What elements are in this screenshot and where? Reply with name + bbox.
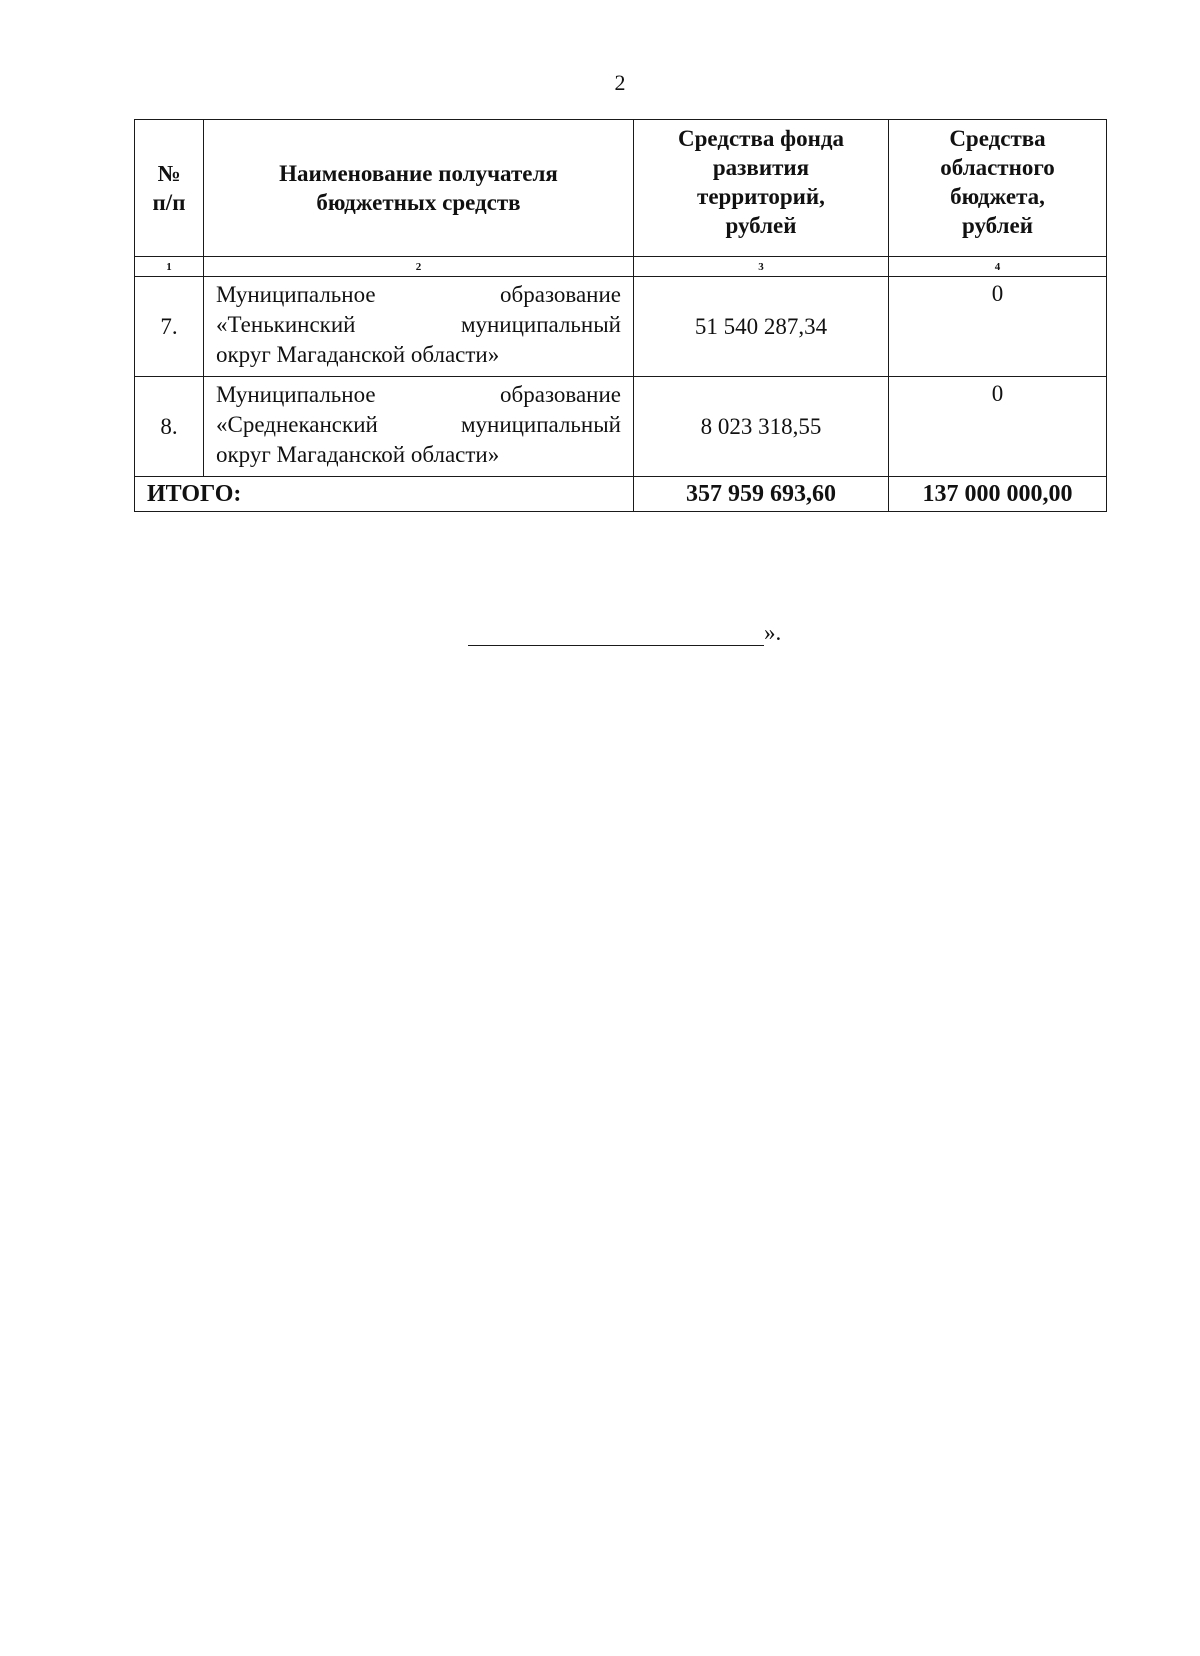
header-index: № п/п: [135, 120, 204, 257]
row-index: 7.: [135, 277, 204, 377]
row-regional-budget-amount: 0: [889, 377, 1107, 477]
row-regional-budget-amount: 0: [889, 277, 1107, 377]
table-row: [135, 277, 1107, 377]
row-territory-fund-amount: 51 540 287,34: [634, 277, 889, 377]
table-row: [135, 377, 1107, 477]
header-territory-fund: Средства фонда развития территорий, рублей: [634, 120, 889, 257]
total-label: ИТОГО:: [135, 477, 634, 512]
column-number: 1: [135, 257, 204, 277]
table-header-row: [135, 120, 1107, 257]
column-number-row: [135, 257, 1107, 277]
column-number: 3: [634, 257, 889, 277]
header-regional-budget: Средства областного бюджета, рублей: [889, 120, 1107, 257]
page-number: 2: [614, 70, 626, 95]
total-regional-budget: 137 000 000,00: [889, 477, 1107, 512]
closing-quote: ».: [764, 620, 782, 645]
row-index: 8.: [135, 377, 204, 477]
recipient-name-line: Муниципальное образование: [216, 382, 621, 407]
table-total-row: [135, 477, 1107, 512]
closing-line: [468, 620, 781, 646]
column-number: 4: [889, 257, 1107, 277]
recipient-name-line: округ Магаданской области»: [216, 442, 500, 467]
recipient-name-line: Муниципальное образование: [216, 282, 621, 307]
row-recipient-name: [204, 377, 634, 477]
header-recipient: Наименование получателя бюджетных средств: [204, 120, 634, 257]
recipient-name-line: «Тенькинский муниципальный: [216, 312, 621, 337]
row-recipient-name: [204, 277, 634, 377]
closing-rule: [468, 621, 764, 646]
row-territory-fund-amount: 8 023 318,55: [634, 377, 889, 477]
total-territory-fund: 357 959 693,60: [634, 477, 889, 512]
recipient-name-line: «Среднеканский муниципальный: [216, 412, 621, 437]
budget-table: [134, 119, 1107, 512]
recipient-name-line: округ Магаданской области»: [216, 342, 500, 367]
column-number: 2: [204, 257, 634, 277]
